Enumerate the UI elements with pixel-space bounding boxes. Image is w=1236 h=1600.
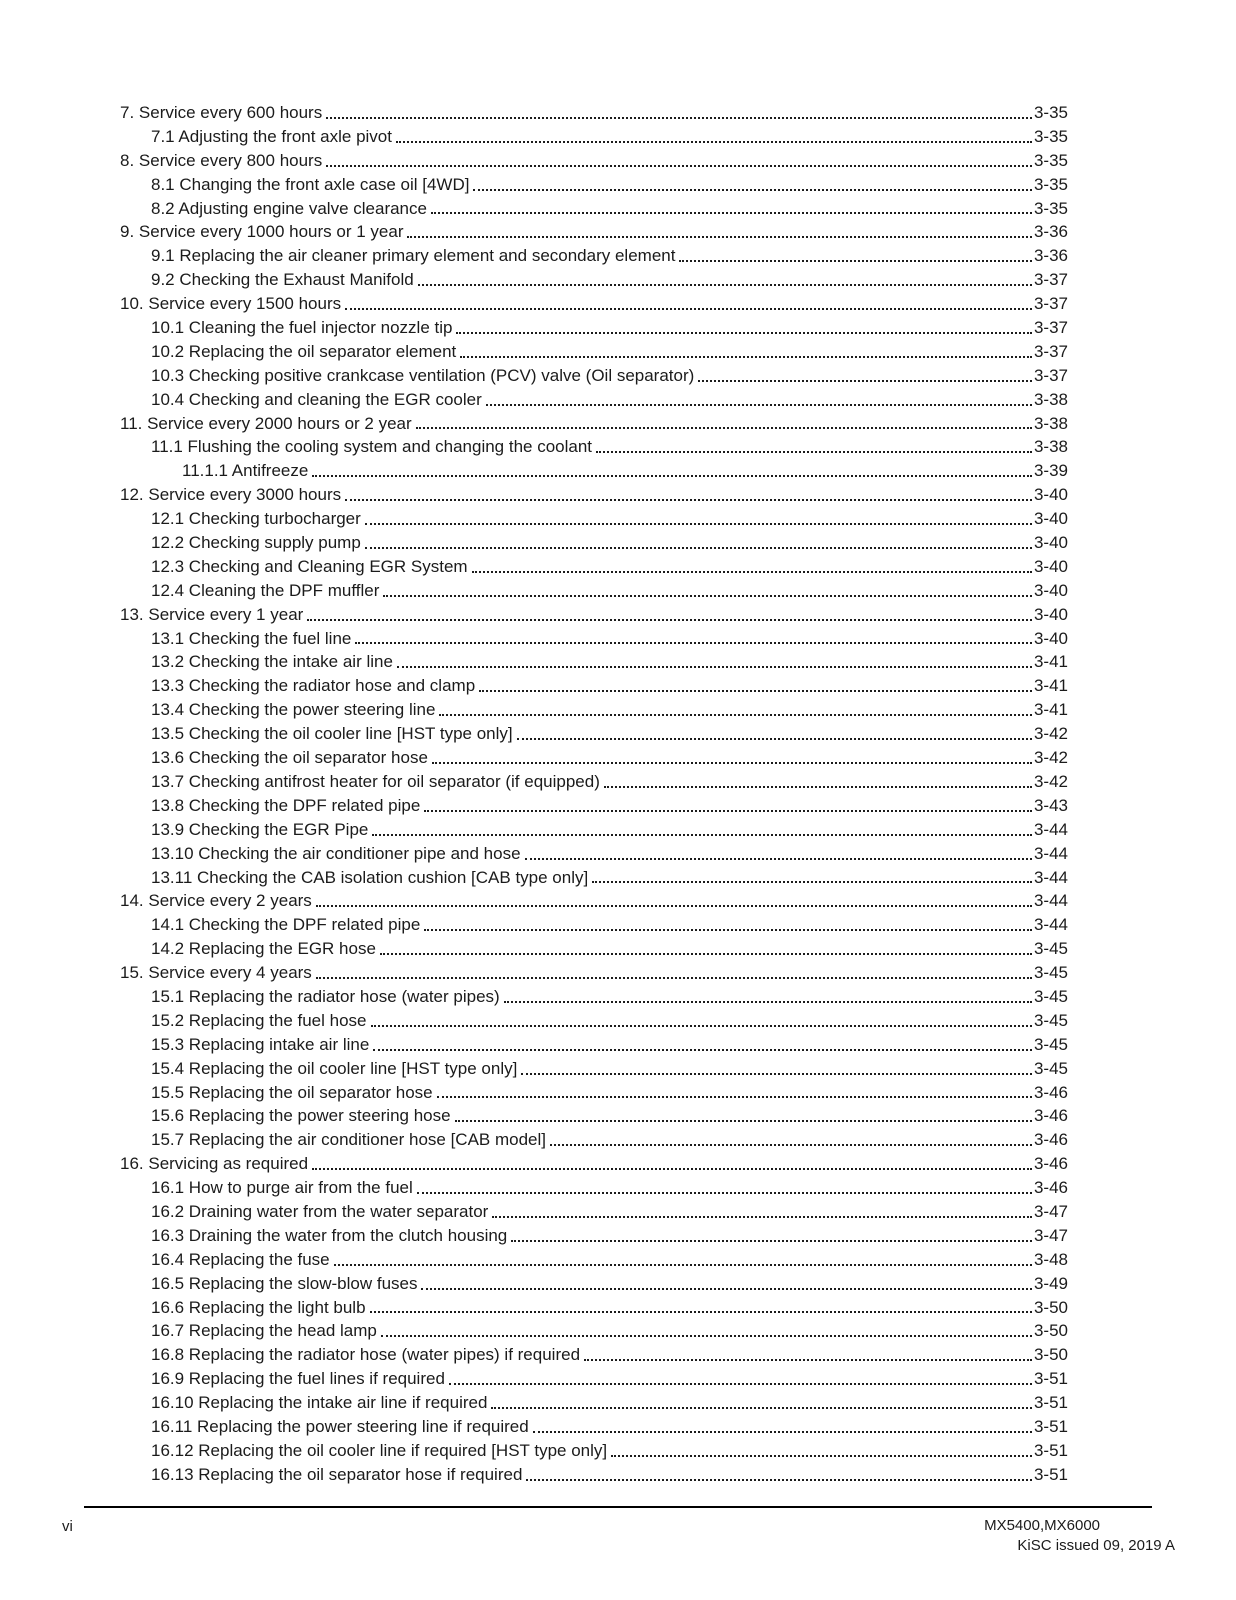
- toc-entry-title: 16.1 How to purge air from the fuel: [151, 1178, 413, 1198]
- toc-entry: [120, 220, 1068, 244]
- toc-entry: [120, 388, 1068, 412]
- toc-entry: [120, 412, 1068, 436]
- toc-entry-page: 3-44: [1033, 915, 1068, 935]
- toc-entry-title: 12.2 Checking supply pump: [151, 533, 361, 553]
- toc-entry-page: 3-37: [1033, 294, 1068, 314]
- toc-leader-dots: [479, 690, 1032, 692]
- toc-entry: [120, 1248, 1068, 1272]
- toc-leader-dots: [326, 117, 1032, 119]
- toc-leader-dots: [407, 236, 1031, 238]
- toc-entry: [120, 794, 1068, 818]
- toc-entry-page: 3-46: [1033, 1154, 1068, 1174]
- toc-entry-title: 12. Service every 3000 hours: [120, 485, 342, 505]
- toc-entry: [120, 674, 1068, 698]
- toc-leader-dots: [472, 571, 1032, 573]
- toc-entry-title: 16.13 Replacing the oil separator hose if required: [151, 1464, 523, 1484]
- toc-leader-dots: [396, 141, 1032, 143]
- toc-leader-dots: [679, 260, 1032, 262]
- page-footer: [62, 1516, 1175, 1556]
- toc-leader-dots: [424, 929, 1032, 931]
- toc-entry-title: 16. Servicing as required: [120, 1154, 309, 1174]
- toc-entry-page: 3-51: [1033, 1464, 1068, 1484]
- toc-entry: [120, 125, 1068, 149]
- toc-entry: [120, 1104, 1068, 1128]
- toc-entry-page: 3-37: [1033, 365, 1068, 385]
- toc-leader-dots: [432, 762, 1032, 764]
- toc-entry: [120, 435, 1068, 459]
- toc-leader-dots: [371, 1025, 1032, 1027]
- toc-leader-dots: [421, 1288, 1031, 1290]
- toc-entry: [120, 1224, 1068, 1248]
- toc-entry-title: 10.2 Replacing the oil separator element: [151, 341, 457, 361]
- toc-entry-title: 15.2 Replacing the fuel hose: [151, 1010, 367, 1030]
- toc-entry: [120, 627, 1068, 651]
- toc-entry: [120, 579, 1068, 603]
- toc-leader-dots: [316, 905, 1032, 907]
- toc-leader-dots: [492, 1216, 1032, 1218]
- footer-issue-text: KiSC issued 09, 2019 A: [1017, 1537, 1175, 1554]
- toc-entry-title: 16.9 Replacing the fuel lines if required: [151, 1369, 445, 1389]
- toc-entry: [120, 698, 1068, 722]
- toc-leader-dots: [397, 666, 1032, 668]
- toc-leader-dots: [380, 953, 1032, 955]
- toc-entry-page: 3-40: [1033, 580, 1068, 600]
- toc-entry: [120, 483, 1068, 507]
- toc-entry: [120, 746, 1068, 770]
- toc-leader-dots: [460, 356, 1032, 358]
- toc-entry-title: 15. Service every 4 years: [120, 963, 312, 983]
- toc-leader-dots: [345, 308, 1032, 310]
- toc-entry: [120, 268, 1068, 292]
- toc-entry-page: 3-44: [1033, 843, 1068, 863]
- toc-leader-dots: [592, 881, 1032, 883]
- toc-entry-page: 3-35: [1033, 126, 1068, 146]
- footer-right-block: [984, 1516, 1175, 1556]
- toc-leader-dots: [381, 1335, 1032, 1337]
- toc-entry-page: 3-48: [1033, 1249, 1068, 1269]
- toc-entry-title: 16.11 Replacing the power steering line if required: [151, 1416, 529, 1436]
- toc-entry-page: 3-44: [1033, 867, 1068, 887]
- toc-entry-page: 3-40: [1033, 556, 1068, 576]
- toc-entry-page: 3-45: [1033, 1034, 1068, 1054]
- toc-entry-page: 3-41: [1033, 652, 1068, 672]
- toc-entry-title: 9. Service every 1000 hours or 1 year: [120, 222, 404, 242]
- toc-entry-page: 3-41: [1033, 700, 1068, 720]
- toc-entry-page: 3-38: [1033, 437, 1068, 457]
- toc-entry-title: 11. Service every 2000 hours or 2 year: [120, 413, 412, 433]
- toc-entry-title: 14.1 Checking the DPF related pipe: [151, 915, 421, 935]
- toc-leader-dots: [526, 1479, 1032, 1481]
- toc-entry: [120, 913, 1068, 937]
- toc-entry-title: 11.1.1 Antifreeze: [182, 461, 309, 481]
- toc-entry-title: 12.4 Cleaning the DPF muffler: [151, 580, 380, 600]
- toc-entry-title: 16.8 Replacing the radiator hose (water pipes) if required: [151, 1345, 581, 1365]
- toc-entry: [120, 603, 1068, 627]
- toc-entry-title: 16.10 Replacing the intake air line if required: [151, 1393, 488, 1413]
- toc-entry-page: 3-35: [1033, 174, 1068, 194]
- toc-entry: [120, 1176, 1068, 1200]
- toc-entry: [120, 1152, 1068, 1176]
- toc-leader-dots: [584, 1359, 1032, 1361]
- toc-entry-page: 3-36: [1033, 222, 1068, 242]
- toc-entry-page: 3-44: [1033, 819, 1068, 839]
- toc-entry: [120, 555, 1068, 579]
- toc-entry-title: 13.6 Checking the oil separator hose: [151, 748, 428, 768]
- toc-entry-page: 3-35: [1033, 198, 1068, 218]
- toc-entry: [120, 507, 1068, 531]
- toc-leader-dots: [439, 714, 1032, 716]
- toc-leader-dots: [504, 1001, 1032, 1003]
- toc-entry-page: 3-51: [1033, 1440, 1068, 1460]
- toc-leader-dots: [418, 284, 1032, 286]
- toc-entry-page: 3-50: [1033, 1321, 1068, 1341]
- toc-entry-page: 3-46: [1033, 1082, 1068, 1102]
- toc-leader-dots: [370, 1311, 1032, 1313]
- toc-leader-dots: [307, 619, 1032, 621]
- toc-leader-dots: [417, 1192, 1032, 1194]
- toc-entry-title: 13.7 Checking antifrost heater for oil separator (if equipped): [151, 771, 600, 791]
- toc-leader-dots: [698, 380, 1032, 382]
- toc-leader-dots: [431, 212, 1032, 214]
- toc-entry: [120, 722, 1068, 746]
- toc-entry-title: 16.5 Replacing the slow-blow fuses: [151, 1273, 418, 1293]
- toc-entry-page: 3-42: [1033, 771, 1068, 791]
- toc-entry-page: 3-37: [1033, 270, 1068, 290]
- toc-leader-dots: [456, 332, 1032, 334]
- toc-entry-title: 16.12 Replacing the oil cooler line if required [HST type only]: [151, 1440, 608, 1460]
- toc-entry-title: 9.2 Checking the Exhaust Manifold: [151, 270, 414, 290]
- toc-entry-title: 15.7 Replacing the air conditioner hose [CAB model]: [151, 1130, 547, 1150]
- toc-leader-dots: [424, 810, 1032, 812]
- toc-entry-page: 3-45: [1033, 1010, 1068, 1030]
- toc-entry: [120, 244, 1068, 268]
- toc-leader-dots: [611, 1455, 1032, 1457]
- toc-entry-title: 16.3 Draining the water from the clutch housing: [151, 1225, 508, 1245]
- toc-entry-title: 11.1 Flushing the cooling system and changing the coolant: [151, 437, 593, 457]
- toc-leader-dots: [365, 547, 1032, 549]
- toc-leader-dots: [416, 427, 1032, 429]
- toc-entry: [120, 650, 1068, 674]
- toc-entry-page: 3-45: [1033, 939, 1068, 959]
- toc-leader-dots: [345, 499, 1032, 501]
- toc-entry-page: 3-37: [1033, 341, 1068, 361]
- toc-leader-dots: [455, 1120, 1032, 1122]
- toc-entry-title: 8.2 Adjusting engine valve clearance: [151, 198, 427, 218]
- toc-entry: [120, 1128, 1068, 1152]
- toc-entry: [120, 197, 1068, 221]
- toc-entry-page: 3-45: [1033, 1058, 1068, 1078]
- toc-entry-title: 13.5 Checking the oil cooler line [HST type only]: [151, 724, 513, 744]
- toc-entry-title: 13.2 Checking the intake air line: [151, 652, 393, 672]
- toc-entry-title: 13.10 Checking the air conditioner pipe and hose: [151, 843, 521, 863]
- toc-entry-page: 3-51: [1033, 1393, 1068, 1413]
- toc-entry-title: 9.1 Replacing the air cleaner primary element and secondary element: [151, 246, 676, 266]
- toc-entry: [120, 770, 1068, 794]
- toc-entry-page: 3-47: [1033, 1201, 1068, 1221]
- toc-leader-dots: [312, 475, 1032, 477]
- toc-leader-dots: [383, 595, 1032, 597]
- toc-leader-dots: [550, 1144, 1032, 1146]
- toc-entry-page: 3-40: [1033, 628, 1068, 648]
- toc-entry: [120, 1367, 1068, 1391]
- toc-leader-dots: [326, 165, 1032, 167]
- toc-entry: [120, 1463, 1068, 1487]
- toc-leader-dots: [355, 642, 1032, 644]
- toc-entry-page: 3-51: [1033, 1369, 1068, 1389]
- toc-entry-title: 15.6 Replacing the power steering hose: [151, 1106, 451, 1126]
- toc-entry: [120, 1272, 1068, 1296]
- footer-page-number: vi: [62, 1518, 73, 1535]
- toc-leader-dots: [525, 858, 1032, 860]
- toc-entry: [120, 985, 1068, 1009]
- toc-entry-page: 3-45: [1033, 963, 1068, 983]
- toc-leader-dots: [334, 1264, 1032, 1266]
- toc-entry-title: 10.1 Cleaning the fuel injector nozzle tip: [151, 318, 453, 338]
- toc-entry-title: 15.1 Replacing the radiator hose (water pipes): [151, 986, 500, 1006]
- toc-entry-page: 3-40: [1033, 533, 1068, 553]
- toc-entry-page: 3-42: [1033, 724, 1068, 744]
- toc-entry-page: 3-42: [1033, 748, 1068, 768]
- toc-entry-title: 16.2 Draining water from the water separator: [151, 1201, 489, 1221]
- toc-entry-title: 16.4 Replacing the fuse: [151, 1249, 330, 1269]
- toc-entry: [120, 149, 1068, 173]
- toc-leader-dots: [533, 1431, 1032, 1433]
- toc-entry-page: 3-47: [1033, 1225, 1068, 1245]
- toc-leader-dots: [486, 404, 1032, 406]
- toc-entry-title: 7.1 Adjusting the front axle pivot: [151, 126, 392, 146]
- footer-divider: [84, 1506, 1152, 1508]
- toc-leader-dots: [473, 189, 1032, 191]
- toc-entry-page: 3-40: [1033, 509, 1068, 529]
- toc-entry: [120, 531, 1068, 555]
- toc-entry-title: 12.1 Checking turbocharger: [151, 509, 361, 529]
- toc-entry-title: 16.7 Replacing the head lamp: [151, 1321, 377, 1341]
- toc-entry: [120, 316, 1068, 340]
- toc-entry-page: 3-39: [1033, 461, 1068, 481]
- toc-entry: [120, 1391, 1068, 1415]
- toc-entry-page: 3-40: [1033, 604, 1068, 624]
- toc-entry-title: 14.2 Replacing the EGR hose: [151, 939, 376, 959]
- toc-entry: [120, 340, 1068, 364]
- toc-entry-title: 8.1 Changing the front axle case oil [4WD]: [151, 174, 470, 194]
- toc-entry-title: 8. Service every 800 hours: [120, 150, 323, 170]
- toc-entry-title: 10.3 Checking positive crankcase ventilation (PCV) valve (Oil separator): [151, 365, 695, 385]
- toc-leader-dots: [373, 1049, 1032, 1051]
- toc-entry-page: 3-41: [1033, 676, 1068, 696]
- toc-leader-dots: [521, 1073, 1032, 1075]
- toc-entry-page: 3-51: [1033, 1416, 1068, 1436]
- toc-entry-title: 13.9 Checking the EGR Pipe: [151, 819, 369, 839]
- toc-leader-dots: [437, 1096, 1032, 1098]
- toc-entry-page: 3-35: [1033, 150, 1068, 170]
- toc-entry: [120, 1057, 1068, 1081]
- toc-entry: [120, 173, 1068, 197]
- toc-entry-title: 13. Service every 1 year: [120, 604, 304, 624]
- toc-entry-page: 3-46: [1033, 1130, 1068, 1150]
- toc-leader-dots: [312, 1168, 1032, 1170]
- toc-entry: [120, 364, 1068, 388]
- toc-entry-page: 3-49: [1033, 1273, 1068, 1293]
- toc-leader-dots: [517, 738, 1032, 740]
- toc-entry-page: 3-50: [1033, 1297, 1068, 1317]
- footer-model-text: MX5400,MX6000: [984, 1517, 1100, 1534]
- toc-entry-title: 14. Service every 2 years: [120, 891, 312, 911]
- toc-entry: [120, 459, 1068, 483]
- toc-entry-title: 13.3 Checking the radiator hose and clamp: [151, 676, 476, 696]
- toc-leader-dots: [372, 834, 1032, 836]
- toc-entry: [120, 1296, 1068, 1320]
- toc-entry-title: 16.6 Replacing the light bulb: [151, 1297, 366, 1317]
- toc-leader-dots: [596, 451, 1032, 453]
- toc-entry-title: 15.5 Replacing the oil separator hose: [151, 1082, 433, 1102]
- toc-leader-dots: [365, 523, 1032, 525]
- toc-entry: [120, 842, 1068, 866]
- toc-entry-title: 13.11 Checking the CAB isolation cushion [CAB type only]: [151, 867, 589, 887]
- toc-entry-page: 3-45: [1033, 986, 1068, 1006]
- toc-entry: [120, 1200, 1068, 1224]
- toc-entry: [120, 889, 1068, 913]
- toc-leader-dots: [491, 1407, 1032, 1409]
- toc-entry-title: 15.3 Replacing intake air line: [151, 1034, 370, 1054]
- toc-entry: [120, 1319, 1068, 1343]
- toc-entry-page: 3-50: [1033, 1345, 1068, 1365]
- toc-entry: [120, 1439, 1068, 1463]
- toc-entry-page: 3-44: [1033, 891, 1068, 911]
- toc-entry: [120, 818, 1068, 842]
- toc-entry-page: 3-46: [1033, 1178, 1068, 1198]
- toc-leader-dots: [604, 786, 1032, 788]
- toc-entry-page: 3-35: [1033, 103, 1068, 122]
- toc-entry-title: 13.4 Checking the power steering line: [151, 700, 436, 720]
- toc-entry: [120, 961, 1068, 985]
- toc-leader-dots: [316, 977, 1032, 979]
- toc-entry-title: 13.8 Checking the DPF related pipe: [151, 795, 421, 815]
- toc-entry-page: 3-36: [1033, 246, 1068, 266]
- toc-entry: [120, 292, 1068, 316]
- toc-entry: [120, 1033, 1068, 1057]
- toc-entry-page: 3-38: [1033, 413, 1068, 433]
- table-of-contents: [120, 101, 1068, 1487]
- toc-entry-page: 3-46: [1033, 1106, 1068, 1126]
- toc-leader-dots: [511, 1240, 1032, 1242]
- toc-entry-title: 15.4 Replacing the oil cooler line [HST type only]: [151, 1058, 518, 1078]
- toc-entry: [120, 1009, 1068, 1033]
- toc-leader-dots: [449, 1383, 1032, 1385]
- toc-entry: [120, 1343, 1068, 1367]
- toc-entry-title: 12.3 Checking and Cleaning EGR System: [151, 556, 468, 576]
- toc-entry: [120, 1081, 1068, 1105]
- toc-entry-title: 10.4 Checking and cleaning the EGR cooler: [151, 389, 482, 409]
- toc-entry-title: 10. Service every 1500 hours: [120, 294, 342, 314]
- toc-entry: [120, 866, 1068, 890]
- toc-entry-page: 3-43: [1033, 795, 1068, 815]
- toc-entry: [120, 937, 1068, 961]
- toc-entry: [120, 1415, 1068, 1439]
- toc-entry-title: 7. Service every 600 hours: [120, 103, 323, 122]
- toc-entry-page: 3-38: [1033, 389, 1068, 409]
- toc-entry-page: 3-37: [1033, 318, 1068, 338]
- toc-entry-title: 13.1 Checking the fuel line: [151, 628, 352, 648]
- toc-entry-page: 3-40: [1033, 485, 1068, 505]
- toc-entry: [120, 101, 1068, 125]
